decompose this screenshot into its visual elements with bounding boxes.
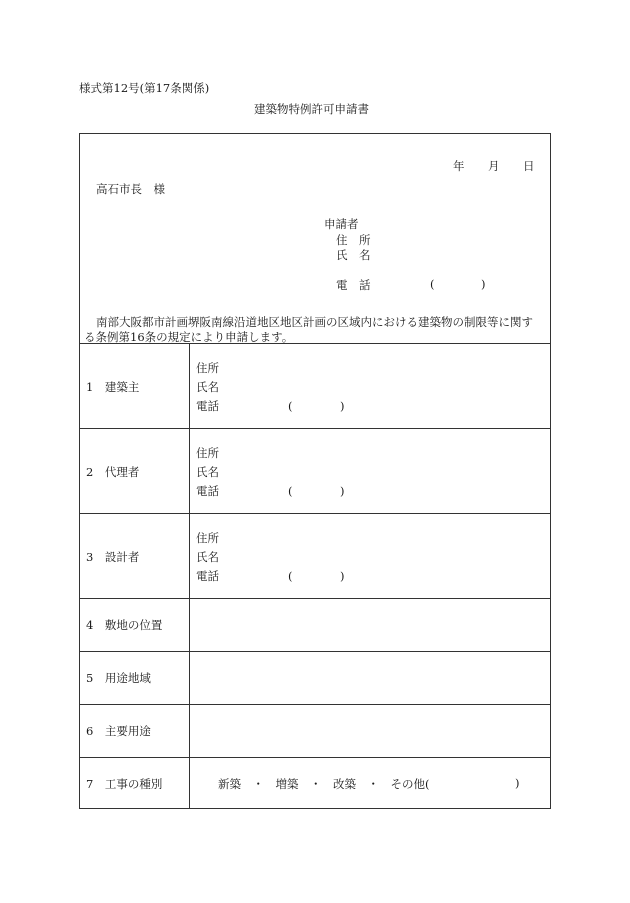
applicant-phone-open: ( bbox=[430, 277, 435, 291]
agent-name-label: 氏名 bbox=[196, 465, 219, 479]
designer-phone-open: ( bbox=[288, 569, 293, 583]
table-divider bbox=[79, 704, 551, 705]
addressee: 高石市長 様 bbox=[96, 182, 165, 196]
date-year: 年 bbox=[453, 159, 465, 173]
agent-phone-close: ) bbox=[340, 484, 345, 498]
work-type-options-close: ) bbox=[515, 776, 520, 790]
form-number: 様式第12号(第17条関係) bbox=[79, 81, 210, 95]
table-divider bbox=[79, 598, 551, 599]
document-title: 建築物特例許可申請書 bbox=[254, 102, 369, 116]
table-divider bbox=[79, 651, 551, 652]
row-label-designer: 3 設計者 bbox=[86, 550, 140, 564]
row-label-work-type: 7 工事の種別 bbox=[86, 777, 163, 791]
row-label-main-use: 6 主要用途 bbox=[86, 724, 151, 738]
applicant-name-label: 氏 名 bbox=[336, 248, 371, 262]
form-frame bbox=[79, 133, 551, 809]
date-day: 日 bbox=[523, 159, 535, 173]
date-month: 月 bbox=[488, 159, 500, 173]
agent-address-label: 住所 bbox=[196, 446, 219, 460]
table-divider bbox=[79, 757, 551, 758]
applicant-phone-close: ) bbox=[481, 277, 486, 291]
table-column-divider bbox=[189, 343, 190, 809]
designer-phone-close: ) bbox=[340, 569, 345, 583]
designer-name-label: 氏名 bbox=[196, 550, 219, 564]
applicant-phone-label: 電 話 bbox=[336, 278, 371, 292]
agent-phone-open: ( bbox=[288, 484, 293, 498]
applicant-heading: 申請者 bbox=[324, 217, 359, 231]
table-divider bbox=[79, 343, 551, 344]
table-divider bbox=[79, 428, 551, 429]
owner-name-label: 氏名 bbox=[196, 380, 219, 394]
row-label-zoning: 5 用途地域 bbox=[86, 671, 151, 685]
table-divider bbox=[79, 513, 551, 514]
work-type-options: 新築 ・ 増築 ・ 改築 ・ その他( bbox=[218, 777, 430, 791]
row-label-site-location: 4 敷地の位置 bbox=[86, 618, 163, 632]
owner-address-label: 住所 bbox=[196, 361, 219, 375]
owner-phone-open: ( bbox=[288, 399, 293, 413]
agent-phone-label: 電話 bbox=[196, 484, 219, 498]
statement-line-2: る条例第16条の規定により申請します。 bbox=[84, 330, 294, 344]
designer-address-label: 住所 bbox=[196, 531, 219, 545]
designer-phone-label: 電話 bbox=[196, 569, 219, 583]
row-label-owner: 1 建築主 bbox=[86, 380, 140, 394]
owner-phone-label: 電話 bbox=[196, 399, 219, 413]
row-label-agent: 2 代理者 bbox=[86, 465, 140, 479]
owner-phone-close: ) bbox=[340, 399, 345, 413]
statement-line-1: 南部大阪都市計画堺阪南線沿道地区地区計画の区域内における建築物の制限等に関す bbox=[96, 315, 533, 329]
applicant-address-label: 住 所 bbox=[336, 233, 371, 247]
